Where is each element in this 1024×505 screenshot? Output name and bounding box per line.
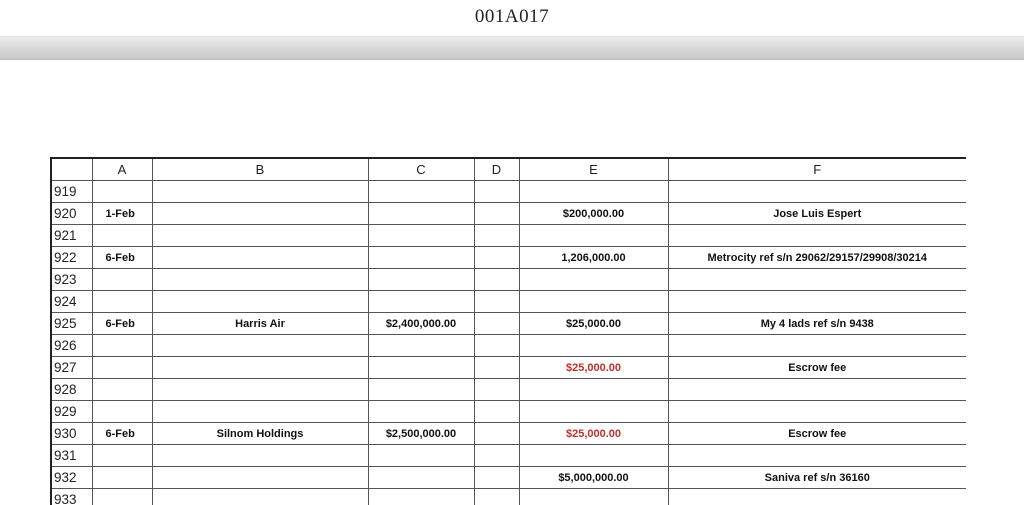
cell-f[interactable] xyxy=(668,489,966,505)
cell-d[interactable] xyxy=(474,225,519,247)
row-number[interactable]: 919 xyxy=(51,181,92,203)
column-header-d[interactable]: D xyxy=(474,158,519,181)
cell-c[interactable] xyxy=(368,335,474,357)
row-number[interactable]: 932 xyxy=(51,467,92,489)
cell-e[interactable] xyxy=(519,445,668,467)
spreadsheet-grid xyxy=(50,157,966,505)
table-row xyxy=(51,335,966,357)
cell-d[interactable] xyxy=(474,335,519,357)
cell-d[interactable] xyxy=(474,203,519,225)
cell-e[interactable]: $5,000,000.00 xyxy=(519,467,668,489)
cell-d[interactable] xyxy=(474,269,519,291)
cell-b[interactable]: Silnom Holdings xyxy=(152,423,368,445)
column-header-f[interactable]: F xyxy=(668,158,966,181)
cell-c[interactable] xyxy=(368,489,474,505)
cell-a[interactable] xyxy=(92,269,152,291)
row-number[interactable]: 929 xyxy=(51,401,92,423)
document-title: 001A017 xyxy=(474,6,550,27)
cell-e[interactable] xyxy=(519,225,668,247)
cell-c[interactable] xyxy=(368,203,474,225)
cell-c[interactable]: $2,500,000.00 xyxy=(368,423,474,445)
cell-e[interactable]: $25,000.00 xyxy=(519,423,668,445)
cell-b[interactable] xyxy=(152,467,368,489)
column-header-b[interactable]: B xyxy=(152,158,368,181)
row-number[interactable]: 928 xyxy=(51,379,92,401)
row-number[interactable]: 931 xyxy=(51,445,92,467)
row-number[interactable]: 926 xyxy=(51,335,92,357)
table-row xyxy=(51,423,966,445)
cell-a[interactable] xyxy=(92,335,152,357)
table-row xyxy=(51,181,966,203)
cell-c[interactable] xyxy=(368,181,474,203)
row-number[interactable]: 927 xyxy=(51,357,92,379)
cell-b[interactable] xyxy=(152,379,368,401)
cell-d[interactable] xyxy=(474,291,519,313)
cell-e[interactable] xyxy=(519,181,668,203)
cell-a[interactable]: 1-Feb xyxy=(92,203,152,225)
cell-d[interactable] xyxy=(474,401,519,423)
table-row xyxy=(51,357,966,379)
corner-cell[interactable] xyxy=(51,158,92,181)
cell-d[interactable] xyxy=(474,247,519,269)
cell-c[interactable] xyxy=(368,269,474,291)
column-header-row xyxy=(51,158,966,181)
cell-f[interactable] xyxy=(668,335,966,357)
cell-a[interactable] xyxy=(92,467,152,489)
cell-d[interactable] xyxy=(474,379,519,401)
cell-f[interactable] xyxy=(668,269,966,291)
cell-a[interactable]: 6-Feb xyxy=(92,247,152,269)
cell-a[interactable] xyxy=(92,379,152,401)
cell-e[interactable] xyxy=(519,401,668,423)
cell-d[interactable] xyxy=(474,489,519,505)
cell-f[interactable]: Metrocity ref s/n 29062/29157/29908/30214 xyxy=(668,247,966,269)
cell-d[interactable] xyxy=(474,313,519,335)
cell-e[interactable] xyxy=(519,379,668,401)
table-row xyxy=(51,445,966,467)
table-row xyxy=(51,247,966,269)
cell-e[interactable]: $25,000.00 xyxy=(519,313,668,335)
row-number[interactable]: 922 xyxy=(51,247,92,269)
cell-f[interactable] xyxy=(668,181,966,203)
table-row xyxy=(51,269,966,291)
cell-b[interactable] xyxy=(152,291,368,313)
cell-b[interactable] xyxy=(152,445,368,467)
cell-a[interactable] xyxy=(92,489,152,505)
cell-b[interactable] xyxy=(152,269,368,291)
cell-e[interactable]: 1,206,000.00 xyxy=(519,247,668,269)
cell-f[interactable] xyxy=(668,225,966,247)
cell-b[interactable] xyxy=(152,335,368,357)
cell-a[interactable]: 6-Feb xyxy=(92,313,152,335)
cell-a[interactable] xyxy=(92,445,152,467)
cell-d[interactable] xyxy=(474,445,519,467)
cell-f[interactable]: Jose Luis Espert xyxy=(668,203,966,225)
cell-f[interactable] xyxy=(668,445,966,467)
cell-f[interactable] xyxy=(668,401,966,423)
cell-c[interactable]: $2,400,000.00 xyxy=(368,313,474,335)
row-number[interactable]: 921 xyxy=(51,225,92,247)
cell-b[interactable]: Harris Air xyxy=(152,313,368,335)
cell-c[interactable] xyxy=(368,379,474,401)
row-number[interactable]: 925 xyxy=(51,313,92,335)
cell-b[interactable] xyxy=(152,203,368,225)
row-number[interactable]: 920 xyxy=(51,203,92,225)
cell-a[interactable] xyxy=(92,291,152,313)
cell-b[interactable] xyxy=(152,247,368,269)
row-number[interactable]: 923 xyxy=(51,269,92,291)
cell-e[interactable] xyxy=(519,335,668,357)
cell-f[interactable]: Escrow fee xyxy=(668,357,966,379)
cell-a[interactable]: 6-Feb xyxy=(92,423,152,445)
cell-f[interactable] xyxy=(668,291,966,313)
column-header-a[interactable]: A xyxy=(92,158,152,181)
row-number[interactable]: 924 xyxy=(51,291,92,313)
cell-f[interactable]: Saniva ref s/n 36160 xyxy=(668,467,966,489)
spreadsheet xyxy=(50,157,966,505)
cell-b[interactable] xyxy=(152,181,368,203)
table-row xyxy=(51,379,966,401)
table-row xyxy=(51,225,966,247)
table-row xyxy=(51,489,966,505)
table-row xyxy=(51,313,966,335)
cell-d[interactable] xyxy=(474,467,519,489)
cell-e[interactable] xyxy=(519,269,668,291)
cell-a[interactable] xyxy=(92,225,152,247)
cell-a[interactable] xyxy=(92,401,152,423)
cell-c[interactable] xyxy=(368,467,474,489)
cell-b[interactable] xyxy=(152,357,368,379)
cell-c[interactable] xyxy=(368,445,474,467)
table-row xyxy=(51,203,966,225)
toolbar-strip xyxy=(0,36,1024,60)
cell-e[interactable]: $200,000.00 xyxy=(519,203,668,225)
cell-f[interactable]: My 4 lads ref s/n 9438 xyxy=(668,313,966,335)
cell-f[interactable] xyxy=(668,379,966,401)
column-header-e[interactable]: E xyxy=(519,158,668,181)
row-number[interactable]: 933 xyxy=(51,489,92,505)
table-row xyxy=(51,467,966,489)
cell-c[interactable] xyxy=(368,247,474,269)
cell-c[interactable] xyxy=(368,291,474,313)
table-row xyxy=(51,291,966,313)
cell-e[interactable]: $25,000.00 xyxy=(519,357,668,379)
column-header-c[interactable]: C xyxy=(368,158,474,181)
cell-c[interactable] xyxy=(368,401,474,423)
cell-b[interactable] xyxy=(152,401,368,423)
row-number[interactable]: 930 xyxy=(51,423,92,445)
cell-c[interactable] xyxy=(368,225,474,247)
cell-b[interactable] xyxy=(152,489,368,505)
cell-d[interactable] xyxy=(474,423,519,445)
cell-e[interactable] xyxy=(519,489,668,505)
cell-f[interactable]: Escrow fee xyxy=(668,423,966,445)
cell-a[interactable] xyxy=(92,181,152,203)
cell-d[interactable] xyxy=(474,357,519,379)
cell-e[interactable] xyxy=(519,291,668,313)
cell-b[interactable] xyxy=(152,225,368,247)
cell-a[interactable] xyxy=(92,357,152,379)
cell-d[interactable] xyxy=(474,181,519,203)
table-row xyxy=(51,401,966,423)
cell-c[interactable] xyxy=(368,357,474,379)
